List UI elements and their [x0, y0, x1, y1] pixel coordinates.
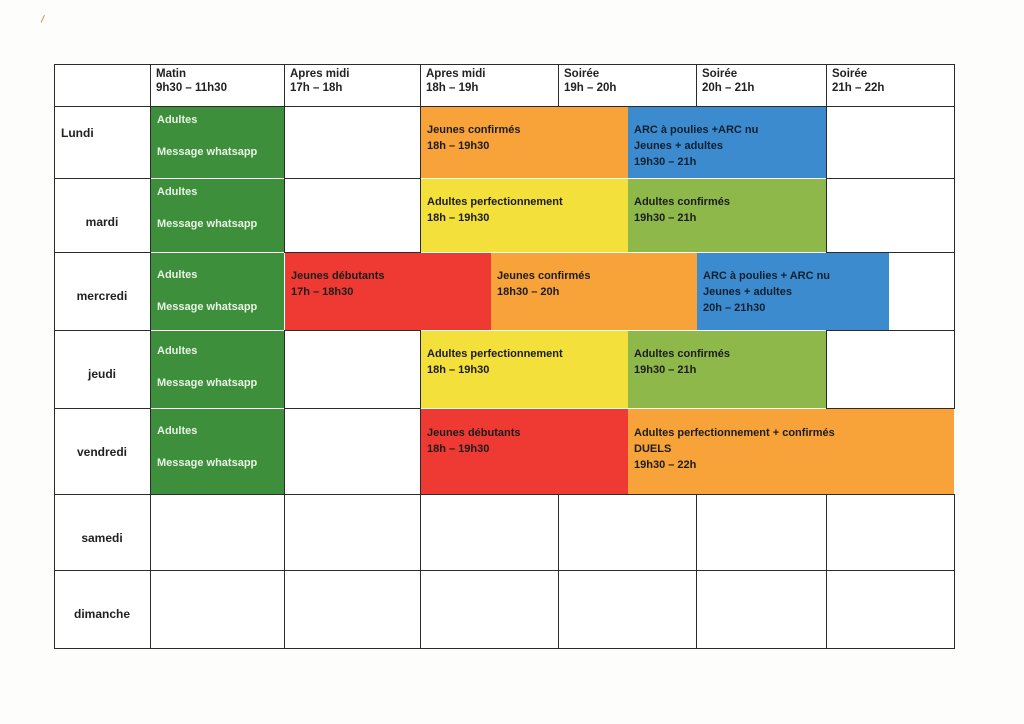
slot-vendredi-adultes-perf-confirmes	[628, 409, 954, 494]
header-apm1	[284, 64, 420, 95]
slot-time: 20h – 21h30	[703, 302, 766, 314]
empty-cell	[284, 330, 421, 409]
slot-title: ARC à poulies + ARC nu	[703, 270, 831, 282]
header-soir3	[826, 64, 954, 95]
corner-cell	[54, 64, 151, 107]
header-time: 20h – 21h	[702, 82, 755, 94]
slot-title: Adultes	[157, 269, 198, 281]
header-time: 9h30 – 11h30	[156, 82, 227, 94]
slot-mercredi-adultes	[151, 253, 284, 330]
slot-time: 18h – 19h30	[427, 212, 490, 224]
slot-title: Jeunes confirmés	[497, 270, 591, 282]
slot-mardi-adultes-perf	[421, 179, 628, 252]
slot-time: 19h30 – 21h	[634, 364, 697, 376]
header-apm2	[420, 64, 558, 95]
day-label-mercredi: mercredi	[76, 289, 128, 303]
slot-vendredi-jeunes-debutants	[421, 409, 628, 494]
slot-title: Adultes	[157, 345, 198, 357]
slot-time: 18h – 19h30	[427, 140, 490, 152]
empty-cell	[826, 570, 955, 649]
slot-mercredi-arc	[697, 253, 889, 330]
slot-vendredi-adultes	[151, 409, 284, 494]
empty-cell	[420, 494, 559, 571]
slot-time: 18h – 19h30	[427, 443, 490, 455]
day-label-mardi: mardi	[85, 215, 119, 229]
slot-title: Adultes confirmés	[634, 196, 730, 208]
empty-cell	[150, 570, 285, 649]
header-time: 18h – 19h	[426, 82, 479, 94]
empty-cell	[284, 178, 421, 253]
slot-title: Adultes perfectionnement	[427, 196, 563, 208]
slot-time: 17h – 18h30	[291, 286, 354, 298]
header-label: Soirée	[832, 68, 868, 80]
day-label-vendredi: vendredi	[76, 445, 127, 459]
header-time: 19h – 20h	[564, 82, 617, 94]
header-soir2	[696, 64, 826, 95]
day-label-lundi: Lundi	[61, 126, 94, 140]
slot-mardi-adultes-confirmes	[628, 179, 826, 252]
empty-cell	[558, 570, 697, 649]
empty-cell	[888, 252, 955, 331]
slot-title: Jeunes débutants	[427, 427, 521, 439]
day-cell-lundi	[54, 106, 151, 179]
slot-title: Adultes	[157, 186, 198, 198]
slot-time: 19h30 – 21h	[634, 212, 697, 224]
slot-time: 18h30 – 20h	[497, 286, 560, 298]
day-label-samedi: samedi	[81, 531, 123, 545]
header-label: Matin	[156, 68, 187, 80]
header-label: Apres midi	[426, 68, 486, 80]
empty-cell	[696, 494, 827, 571]
slot-title: Adultes	[157, 114, 198, 126]
empty-cell	[826, 494, 955, 571]
slot-sub: Jeunes + adultes	[703, 286, 792, 298]
slot-sub: DUELS	[634, 443, 672, 455]
slot-title: Adultes confirmés	[634, 348, 730, 360]
slot-sub: Jeunes + adultes	[634, 140, 723, 152]
header-label: Apres midi	[290, 68, 350, 80]
slot-lundi-arc	[628, 107, 826, 178]
empty-cell	[826, 178, 955, 253]
slot-note: Message whatsapp	[157, 301, 258, 313]
slot-jeudi-adultes-confirmes	[628, 331, 826, 408]
day-label-dimanche: dimanche	[73, 607, 130, 621]
empty-cell	[284, 494, 421, 571]
slot-title: ARC à poulies +ARC nu	[634, 124, 759, 136]
slot-lundi-adultes	[151, 107, 284, 178]
header-label: Soirée	[564, 68, 600, 80]
empty-cell	[826, 330, 955, 409]
slot-time: 19h30 – 22h	[634, 459, 697, 471]
slot-jeudi-adultes	[151, 331, 284, 408]
empty-cell	[150, 494, 285, 571]
slot-mercredi-jeunes-confirmes	[491, 253, 697, 330]
empty-cell	[284, 570, 421, 649]
slot-title: Adultes perfectionnement	[427, 348, 563, 360]
slot-note: Message whatsapp	[157, 218, 258, 230]
header-time: 17h – 18h	[290, 82, 343, 94]
empty-cell	[558, 494, 697, 571]
slot-note: Message whatsapp	[157, 457, 258, 469]
slot-time: 19h30 – 21h	[634, 156, 697, 168]
slot-title: Jeunes confirmés	[427, 124, 521, 136]
slot-title: Jeunes débutants	[291, 270, 385, 282]
empty-cell	[284, 408, 421, 495]
header-time: 21h – 22h	[832, 82, 885, 94]
empty-cell	[696, 570, 827, 649]
slot-jeudi-adultes-perf	[421, 331, 628, 408]
slot-note: Message whatsapp	[157, 377, 258, 389]
slot-lundi-jeunes-confirmes	[421, 107, 628, 178]
header-soir1	[558, 64, 696, 95]
slot-mercredi-jeunes-debutants	[285, 253, 491, 330]
slot-time: 18h – 19h30	[427, 364, 490, 376]
slot-title: Adultes	[157, 425, 198, 437]
empty-cell	[420, 570, 559, 649]
slot-note: Message whatsapp	[157, 146, 258, 158]
empty-cell	[826, 106, 955, 179]
slot-mardi-adultes	[151, 179, 284, 252]
header-matin	[150, 64, 284, 95]
empty-cell	[284, 106, 421, 179]
header-label: Soirée	[702, 68, 738, 80]
slot-title: Adultes perfectionnement + confirmés	[634, 427, 835, 439]
day-label-jeudi: jeudi	[87, 367, 116, 381]
